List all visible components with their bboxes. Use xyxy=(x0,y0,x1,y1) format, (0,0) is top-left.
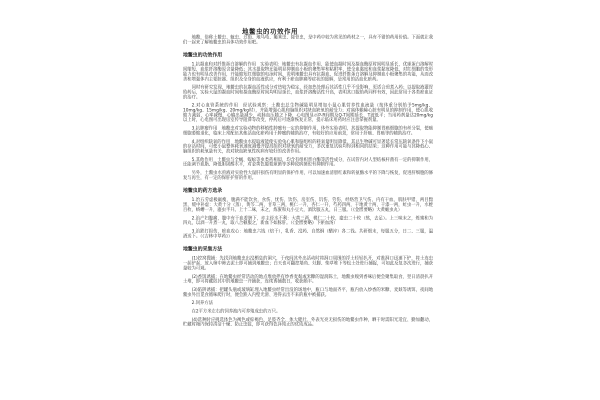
collection-paragraph-3: (3)陷阱诱捕：把罐头瓶或玻璃缸埋入地鳖虫经常出没的场地中，瓶口与地面齐平，瓶内放入炒香的米糠、麦麸等诱饵，夜间地鳖虫外出觅食循味爬行时，便会跌入内壁光滑、进得去出不来的瓶中被捕获。 xyxy=(183,287,433,298)
collection-paragraph-4: (4)选种时应挑选体色为褐色或棕褐色、足肢齐全、体大健壮、外表光亮无损伤的地鳖虫作种，晒干时需阳光适宜、勤加翻动，贮藏时箱内保持清洁干燥、防止虫蛀，即可获得色泽纯正的优质成品。 xyxy=(183,317,433,328)
prescription-paragraph-2: 2.治产妇腹痛，腹中有干血着脐下，亦主经水不利：大黄三两，桃仁二十枚，䗪虫二十枚（熬，去足）。上三味末之，炼蜜和为四丸，以酒一升煮一丸，取八合顿服之，新血下如豚肝。（《金匮要略》下瘀血汤） xyxy=(183,215,433,226)
effects-paragraph-1: 1.抗凝血和对纤维蛋白溶解的作用 实验表明：地鳖虫有抗凝血作用，能使血凝时间及凝血酶原时间明显延长，优球蛋白溶解时间缩短，血浆纤溶酶原含量降低；其水提取物还能明显抑制血小板的聚集率和粘附率，使全血黏度和血浆黏度降低，对红细胞的变形能力也有明显改善作用，并能缩短红细胞的电泳时间，说明地鳖虫具有抗凝血、促进纤维蛋白溶解及抑制血小板聚集的功能，从而改善和增强体内主要脏器、组织及全身的血液供应，有利于瘀血肿痛等症状的缓解，是常用的活血化瘀药。 xyxy=(183,62,433,82)
collection-paragraph-1: (1)挖窝搜捕：先找到地鳖虫出没栖息的洞穴，于夜间其外出活动时将洞口周围的浮土轻轻扒开，对准洞口迅速下铲，将土连虫一起铲起，放入筛中筛去泥土即可捕到地鳖虫；白天也可翻挖墙角、灶脚、柴草堆下等松土处进行捕捉，可如此反复多次进行，捕获量较为可观。 xyxy=(183,256,433,271)
document-title: 地鳖虫的功效作用 xyxy=(242,28,299,36)
effects-paragraph-5: 4.对组织缺氧的作用 地鳖虫水提取液能使实验兔心肌和脑组织的耗氧量明显降低，其总生物碱可显著延长常压缺氧条件下小鼠的存活时间，可使小鼠整体耗氧速度减慢并提高组织对缺氧的耐受力，多次重复试验均得到相同的结果；这种作用可能与其降低心、脑组织的耗氧量有关，故对缺血缺氧性疾病有较好的改善作用。 xyxy=(183,139,433,154)
effects-paragraph-2: 同时有研究发现，地鳖虫的抗凝血活性成分对热较为稳定，经加热处理后其活性几乎不受影响，更适合煎煮入药；以提取液灌胃给药后，实验大鼠的凝血时间和凝血酶原时间均明显延长，血浆纤溶酶活性升高，表明其口服给药同样有效，因此常用于各类瘀血证的治疗。 xyxy=(183,85,433,100)
prescription-paragraph-3: 3.治跌打损伤，瘀血攻心：地鳖虫六钱（焙干），乳香、没药、自然铜（醋淬）各二钱。共研细末，每服五分，日二、三服，温酒送下。（《吉林中草药》） xyxy=(183,228,433,239)
collection-paragraph-2: (2)香饵诱捕：在地鳖虫经常活动的地点堆放拌有炒香麦麸或米糠的湿润陈土，地鳖虫嗅到香味后便会聚集取食，翌日清晨扒开土堆，即可将藏匿其中的地鳖虫一并捕获，连续诱捕数日，收获颇丰。 xyxy=(183,274,433,285)
prescription-paragraph-1: 1.治五劳虚极羸瘦，腹满不能饮食，食伤、忧伤、饮伤、房室伤、饥伤、劳伤，经络营卫气伤，内有干血，肌肤甲错，两目黯黑，缓中补虚：大黄十分（蒸），黄芩二两，甘草三两，桃仁一升，杏仁一升，芍药四两，干地黄十两，干漆一两，虻虫一升，水蛭百枚，蛴螬一升，䗪虫半升。上十二味，末之，炼蜜和丸小豆大，酒饮服五丸，日三服。（《金匮要略》大黄蟅虫丸） xyxy=(183,197,433,213)
document-content-column xyxy=(183,14,433,398)
effects-paragraph-6: 5.其他作用 土鳖虫与全蝎、蜈蚣等虫类药相似，均含有组织蛋白酶等活性成分，在试管内对人型结核杆菌有一定的抑制作用，还能调节血脂、降低胆固醇水平，对金黄色葡萄球菌等多种致病菌也有抑制作用。 xyxy=(183,157,433,168)
section-heading-collection: 地鳖虫的采集方法 xyxy=(183,246,223,253)
effects-paragraph-3: 2.对心血管系统的作用 经试验观察：土鳖虫总生物碱能明显增加小鼠心肌营养性血流量（按体重分别给予5mg/kg、10mg/kg、15mg/kg、20mg/kg时），并能增强心肌和脑组织对缺血缺氧的耐受力；对离体蟾蜍心脏有明显的抑制作用，使心肌收缩力减弱，心率减慢，心输出量减少，动脉血压随之下降，心电图显示P-R间期及Q-T间期延长，T波低平；当用药剂量达20mg/kg以上时，心电图可出现房室传导阻滞等改变，停药后可逐渐恢复正常，提示临床用药时应注意掌握剂量。 xyxy=(183,103,433,123)
intro-paragraph: 地鳖，俗称土鳖虫、蟅虫、过街、地乌龟、簸箕虫、接骨虫，是中药中较为常见的药材之一，具有不错的药用价值。下面就让我们一起来了解地鳖虫的具体功效作用吧。 xyxy=(183,35,433,45)
collection-capacity-line: 在2平方米左右的饲养池内可养殖成虫约万只。 xyxy=(191,309,281,315)
effects-paragraph-4: 3.抗肿瘤作用 地鳖虫对实验动物的移植性肿瘤有一定的抑制作用，体外实验表明，其提取物能抑制胃癌细胞的有丝分裂，使癌细胞萎缩退化，临床上常配伍其他活血化瘀药用于肿瘤的辅助治疗，有较好的应用前景，常用于肝癌、胃癌等的辅助治疗。 xyxy=(183,126,433,136)
section-heading-effects: 地鳖虫的功效作用 xyxy=(183,52,223,59)
section-heading-prescriptions: 地鳖虫的药方选录 xyxy=(183,188,223,194)
collection-subheading-line: 2.饲养方法 xyxy=(191,300,213,306)
effects-paragraph-7: 另外，土鳖虫水煎液对实验性大鼠肝损伤有明显的保护作用，可以加速血清胆红素和转氨酶水平的下降与恢复，促进肝细胞的修复与再生，有一定的保肝护肝的作用。 xyxy=(183,170,433,181)
